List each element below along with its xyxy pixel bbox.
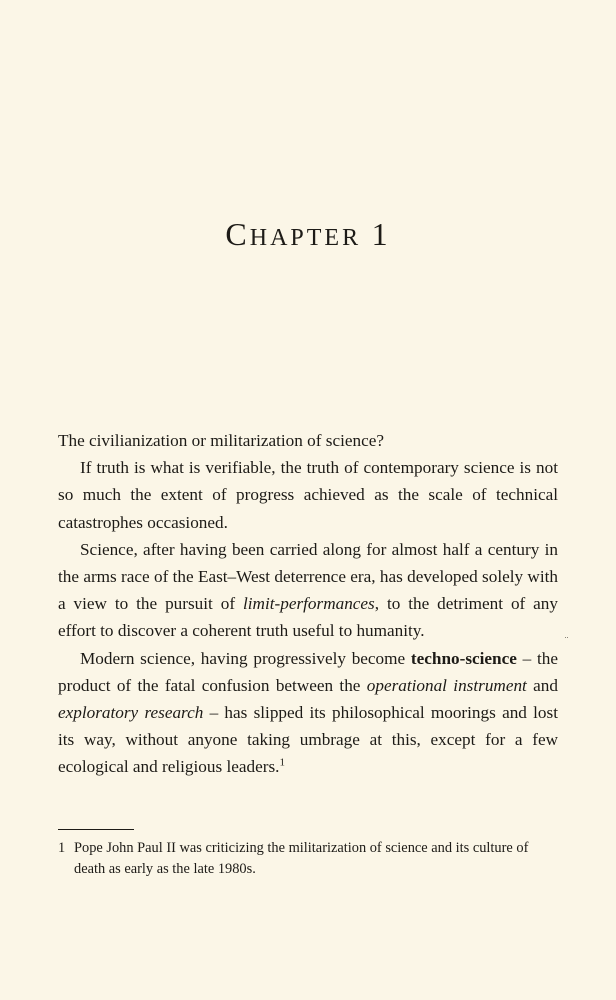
emphasis-limit-performances: limit-performances xyxy=(242,594,375,614)
paragraph-text: and xyxy=(526,675,558,695)
paragraph-techno-science xyxy=(58,645,558,781)
emphasis-exploratory-research: exploratory research xyxy=(58,703,204,723)
bold-techno-science: techno-science xyxy=(410,648,517,668)
emphasis-operational-instrument: operational instrument xyxy=(366,675,527,695)
paragraph-text: , to the detriment of any effort to discover a coherent truth useful to humanity. xyxy=(58,594,558,641)
paragraph-text: Science, after having been carried along for almost half a century in the arms race of the East–West deterrence era, has developed solely with a view to the pursuit of xyxy=(58,539,558,614)
chapter-heading xyxy=(0,216,616,253)
chapter-number: 1 xyxy=(371,216,391,252)
print-speck xyxy=(565,637,568,639)
paragraph-truth: If truth is what is verifiable, the truth of contemporary science is not so much the extent of progress achieved as the scale of technical catastrophes occasioned. xyxy=(58,458,558,532)
chapter-label-initial: C xyxy=(225,216,250,252)
paragraph-arms-race xyxy=(58,536,558,645)
footnote-text: Pope John Paul II was criticizing the militarization of science and its culture of death as early as the late 1980s. xyxy=(74,840,529,877)
chapter-body xyxy=(58,427,558,781)
footnote-number: 1 xyxy=(58,840,66,856)
paragraph-text: – the product of the fatal confusion between the xyxy=(58,648,559,695)
footnote xyxy=(58,838,558,880)
footnote-divider xyxy=(58,829,134,830)
paragraph-section-title: The civilianization or militarization of science? xyxy=(58,431,384,450)
chapter-label-rest: HAPTER xyxy=(249,225,362,251)
paragraph-text: – has slipped its philosophical moorings and lost its way, without anyone taking umbrage at this, except for a few ecological and religious leaders. xyxy=(58,703,558,777)
footnote-reference[interactable]: 1 xyxy=(279,756,285,769)
paragraph-text: Modern science, having progressively become xyxy=(80,648,411,668)
